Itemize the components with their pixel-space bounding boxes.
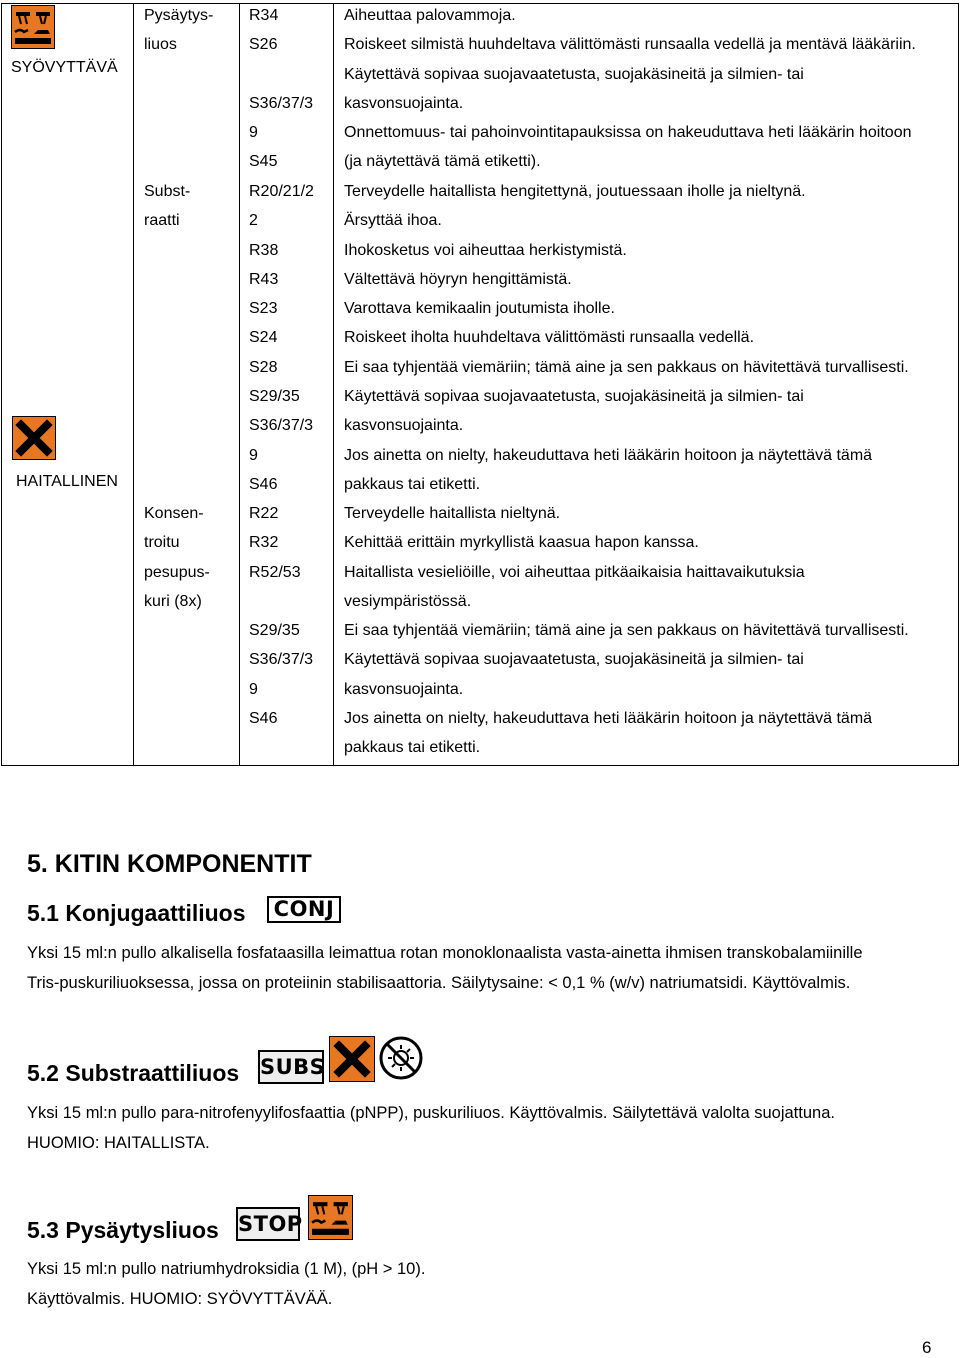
code: R22 xyxy=(249,505,279,522)
component-name xyxy=(144,499,210,616)
code-list xyxy=(249,499,313,733)
description: Ei saa tyhjentää viemäriin; tämä aine ja sen pakkaus on hävitettävä turvallisesti. xyxy=(344,358,909,376)
corrosive-icon xyxy=(11,5,55,49)
page-number: 6 xyxy=(922,1338,932,1357)
corrosive-icon xyxy=(308,1195,353,1240)
code: S46 xyxy=(249,710,278,728)
description: Jos ainetta on nielty, hakeuduttava heti lääkärin hoitoon ja näytettävä tämä xyxy=(344,710,873,728)
code-list xyxy=(249,177,314,499)
code: S36/37/3 xyxy=(249,94,314,112)
description: Varottava kemikaalin joutumista iholle. xyxy=(344,300,615,318)
code: S23 xyxy=(249,300,278,318)
code: S29/35 xyxy=(249,622,300,640)
code: S36/37/3 xyxy=(249,651,314,669)
description-list xyxy=(344,499,909,763)
description: Jos ainetta on nielty, hakeuduttava heti lääkärin hoitoon ja näytettävä tämä xyxy=(344,446,873,464)
code xyxy=(249,60,313,89)
description: Käytettävä sopivaa suojavaatetusta, suojakäsineitä ja silmien- tai xyxy=(344,65,804,83)
description-list xyxy=(344,1,916,177)
description: pakkaus tai etiketti. xyxy=(344,739,481,757)
code: R52/53 xyxy=(249,563,301,581)
subs-tag-icon: SUBS xyxy=(258,1050,324,1084)
code: R20/21/2 xyxy=(249,183,314,200)
description: Vältettävä höyryn hengittämistä. xyxy=(344,270,572,288)
description-list xyxy=(344,177,909,499)
code: S46 xyxy=(249,475,278,493)
description: Haitallista vesieliöille, voi aiheuttaa pitkäaikaisia haittavaikutuksia xyxy=(344,563,805,581)
component-line: Subst- xyxy=(144,183,191,200)
description: Käytettävä sopivaa suojavaatetusta, suojakäsineitä ja silmien- tai xyxy=(344,388,804,406)
description: Terveydelle haitallista nieltynä. xyxy=(344,505,561,522)
harmful-x-icon xyxy=(329,1036,375,1082)
code: R32 xyxy=(249,534,279,552)
description: Käytettävä sopivaa suojavaatetusta, suojakäsineitä ja silmien- tai xyxy=(344,651,804,669)
code: 9 xyxy=(249,124,258,142)
description: Ärsyttää ihoa. xyxy=(344,212,442,230)
protect-from-light-icon xyxy=(378,1035,424,1081)
table-divider-1 xyxy=(133,3,134,766)
component-line: Pysäytys- xyxy=(144,7,214,24)
description: kasvonsuojainta. xyxy=(344,94,464,112)
stop-description xyxy=(27,1254,425,1314)
conjugate-description xyxy=(27,938,863,998)
hazard-table xyxy=(1,3,959,766)
description: Terveydelle haitallista hengitettynä, joutuessaan iholle ja nieltynä. xyxy=(344,183,806,200)
code: S36/37/3 xyxy=(249,417,314,435)
description: Kehittää erittäin myrkyllistä kaasua hapon kanssa. xyxy=(344,534,699,552)
code xyxy=(249,587,313,616)
stop-heading: 5.3 Pysäytysliuos xyxy=(27,1217,219,1243)
table-divider-2 xyxy=(239,3,240,766)
code: S45 xyxy=(249,153,278,171)
description: (ja näytettävä tämä etiketti). xyxy=(344,153,541,171)
paragraph-line: HUOMIO: HAITALLISTA. xyxy=(27,1134,210,1152)
code: R34 xyxy=(249,7,279,24)
code: 9 xyxy=(249,446,258,464)
paragraph-line: Tris-puskuriliuoksessa, jossa on proteiinin stabilisaattoria. Säilytysaine: < 0,1 % (w/v) natriumatsidi. Käyttövalmis. xyxy=(27,974,851,992)
conj-tag-icon: CONJ xyxy=(267,896,341,923)
component-line: liuos xyxy=(144,36,177,54)
component-line: raatti xyxy=(144,212,180,230)
component-line: troitu xyxy=(144,534,180,552)
component-line: Konsen- xyxy=(144,505,204,522)
code-list xyxy=(249,1,313,177)
code: S28 xyxy=(249,358,278,376)
paragraph-line: Käyttövalmis. HUOMIO: SYÖVYTTÄVÄÄ. xyxy=(27,1290,333,1308)
code: R43 xyxy=(249,270,279,288)
paragraph-line: Yksi 15 ml:n pullo para-nitrofenyylifosfaattia (pNPP), puskuriliuos. Käyttövalmis. Säilytettävä valolta suojattuna. xyxy=(27,1104,835,1122)
paragraph-line: Yksi 15 ml:n pullo natriumhydroksidia (1 M), (pH > 10). xyxy=(27,1260,426,1278)
component-name xyxy=(144,1,213,60)
description: Aiheuttaa palovammoja. xyxy=(344,7,516,24)
hazard-label-harmful: HAITALLINEN xyxy=(16,473,118,490)
stop-tag-icon: STOP xyxy=(236,1207,300,1241)
description: Onnettomuus- tai pahoinvointitapauksissa on hakeuduttava heti lääkärin hoitoon xyxy=(344,124,912,142)
section-title: 5. KITIN KOMPONENTIT xyxy=(27,850,312,878)
code: 9 xyxy=(249,680,258,698)
description: Roiskeet iholta huuhdeltava välittömästi runsaalla vedellä. xyxy=(344,329,755,347)
table-divider-3 xyxy=(333,3,334,766)
description: kasvonsuojainta. xyxy=(344,417,464,435)
substrate-description xyxy=(27,1098,835,1158)
code: 2 xyxy=(249,212,258,230)
description: Roiskeet silmistä huuhdeltava välittömästi runsaalla vedellä ja mentävä lääkäriin. xyxy=(344,36,916,54)
code: S29/35 xyxy=(249,388,300,406)
harmful-x-icon xyxy=(12,416,56,460)
description: Ihokosketus voi aiheuttaa herkistymistä. xyxy=(344,241,627,259)
description: vesiympäristössä. xyxy=(344,592,472,610)
component-line: kuri (8x) xyxy=(144,592,202,610)
description: Ei saa tyhjentää viemäriin; tämä aine ja sen pakkaus on hävitettävä turvallisesti. xyxy=(344,622,909,640)
conjugate-heading: 5.1 Konjugaattiliuos xyxy=(27,900,246,926)
code: R38 xyxy=(249,241,279,259)
description: kasvonsuojainta. xyxy=(344,680,464,698)
hazard-label-corrosive: SYÖVYTTÄVÄ xyxy=(11,59,118,76)
paragraph-line: Yksi 15 ml:n pullo alkalisella fosfataasilla leimattua rotan monoklonaalista vasta-ainetta ihmisen transkobalamiinille xyxy=(27,944,863,962)
code: S24 xyxy=(249,329,278,347)
component-line: pesupus- xyxy=(144,563,210,581)
substrate-heading: 5.2 Substraattiliuos xyxy=(27,1060,240,1086)
component-name xyxy=(144,177,190,236)
code: S26 xyxy=(249,36,278,54)
table-border-right xyxy=(958,3,959,766)
table-border-bottom xyxy=(1,765,959,766)
table-border-left xyxy=(1,3,2,766)
description: pakkaus tai etiketti. xyxy=(344,475,481,493)
